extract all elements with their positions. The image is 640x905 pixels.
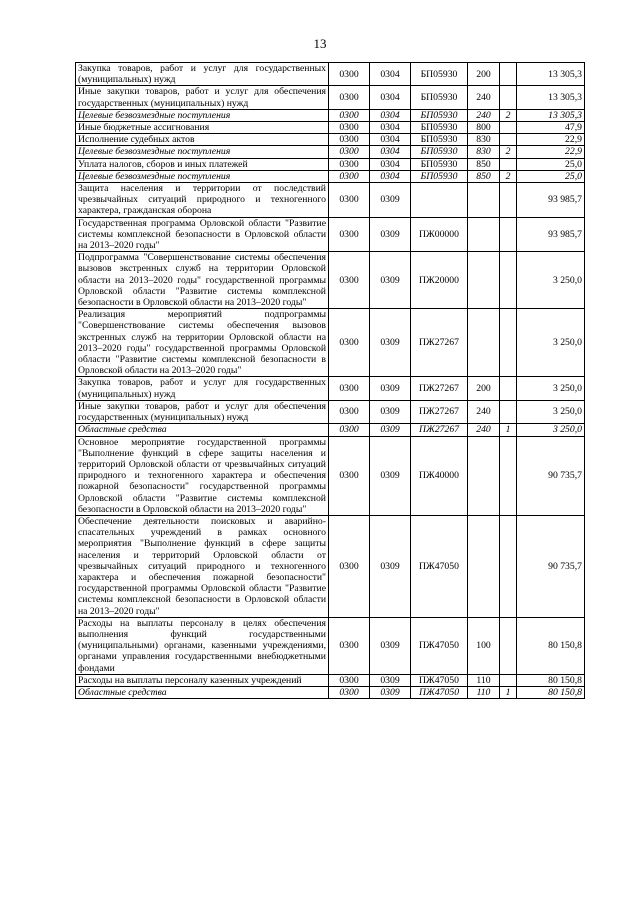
amount: 80 150,8 xyxy=(517,617,585,674)
amount: 90 735,7 xyxy=(517,436,585,515)
expense-type-code xyxy=(468,183,500,218)
table-row xyxy=(76,309,585,377)
expense-type-code: 800 xyxy=(468,122,500,134)
budget-table xyxy=(75,62,585,699)
target-item-code: ПЖ47050 xyxy=(411,617,468,674)
funding-source-code xyxy=(500,86,517,109)
section-code: 0300 xyxy=(329,309,370,377)
section-code: 0300 xyxy=(329,617,370,674)
row-description: Областные средства xyxy=(76,424,329,436)
target-item-code xyxy=(411,183,468,218)
table-row xyxy=(76,515,585,617)
section-code: 0300 xyxy=(329,170,370,182)
table-row xyxy=(76,252,585,309)
row-description: Уплата налогов, сборов и иных платежей xyxy=(76,158,329,170)
row-description: Расходы на выплаты персоналу в целях обеспечения выполнения функций государственными (муниципальными) органами, казенными учреждениями, органами управления государственными внебюджетными фондами xyxy=(76,617,329,674)
section-code: 0300 xyxy=(329,400,370,423)
expense-type-code: 200 xyxy=(468,63,500,86)
row-description: Целевые безвозмездные поступления xyxy=(76,109,329,121)
row-description: Реализация мероприятий подпрограммы "Совершенствование системы обеспечения вызовов экстренных служб на территории Орловской области на 2013–2020 годы" государственной программы Орловской области "Развитие системы комплексной безопасности в Орловской области на 2013–2020 годы" xyxy=(76,309,329,377)
amount: 3 250,0 xyxy=(517,424,585,436)
target-item-code: БП05930 xyxy=(411,63,468,86)
target-item-code: ПЖ00000 xyxy=(411,217,468,252)
target-item-code: БП05930 xyxy=(411,86,468,109)
subsection-code: 0309 xyxy=(370,436,411,515)
row-description: Обеспечение деятельности поисковых и аварийно-спасательных учреждений в рамках основного мероприятия "Выполнение функций в сфере защиты населения и территорий Орловской области от чрезвычайных ситуаций природного и техногенного характера и обеспечения пожарной безопасности" государственной программы Орловской области "Развитие системы комплексной безопасности в Орловской области на 2013–2020 годы" xyxy=(76,515,329,617)
target-item-code: БП05930 xyxy=(411,170,468,182)
section-code: 0300 xyxy=(329,377,370,400)
expense-type-code xyxy=(468,436,500,515)
target-item-code: БП05930 xyxy=(411,158,468,170)
table-row xyxy=(76,86,585,109)
table-row xyxy=(76,617,585,674)
section-code: 0300 xyxy=(329,686,370,698)
subsection-code: 0309 xyxy=(370,617,411,674)
funding-source-code xyxy=(500,515,517,617)
target-item-code: БП05930 xyxy=(411,134,468,146)
section-code: 0300 xyxy=(329,217,370,252)
amount: 3 250,0 xyxy=(517,309,585,377)
amount: 80 150,8 xyxy=(517,686,585,698)
expense-type-code xyxy=(468,515,500,617)
row-description: Закупка товаров, работ и услуг для государственных (муниципальных) нужд xyxy=(76,377,329,400)
target-item-code: ПЖ47050 xyxy=(411,686,468,698)
row-description: Защита населения и территории от последствий чрезвычайных ситуаций природного и техногенного характера, гражданская оборона xyxy=(76,183,329,218)
amount: 3 250,0 xyxy=(517,252,585,309)
table-row xyxy=(76,424,585,436)
amount: 25,0 xyxy=(517,158,585,170)
subsection-code: 0309 xyxy=(370,252,411,309)
subsection-code: 0309 xyxy=(370,309,411,377)
amount: 3 250,0 xyxy=(517,400,585,423)
subsection-code: 0309 xyxy=(370,686,411,698)
section-code: 0300 xyxy=(329,674,370,686)
section-code: 0300 xyxy=(329,436,370,515)
row-description: Иные бюджетные ассигнования xyxy=(76,122,329,134)
row-description: Целевые безвозмездные поступления xyxy=(76,170,329,182)
target-item-code: ПЖ27267 xyxy=(411,377,468,400)
expense-type-code: 850 xyxy=(468,170,500,182)
funding-source-code xyxy=(500,674,517,686)
section-code: 0300 xyxy=(329,86,370,109)
amount: 90 735,7 xyxy=(517,515,585,617)
funding-source-code: 2 xyxy=(500,170,517,182)
funding-source-code xyxy=(500,400,517,423)
amount: 22,9 xyxy=(517,134,585,146)
expense-type-code xyxy=(468,252,500,309)
table-row xyxy=(76,63,585,86)
section-code: 0300 xyxy=(329,146,370,158)
funding-source-code xyxy=(500,183,517,218)
table-row xyxy=(76,686,585,698)
table-row xyxy=(76,170,585,182)
subsection-code: 0304 xyxy=(370,158,411,170)
amount: 25,0 xyxy=(517,170,585,182)
expense-type-code: 830 xyxy=(468,134,500,146)
section-code: 0300 xyxy=(329,134,370,146)
subsection-code: 0304 xyxy=(370,86,411,109)
row-description: Расходы на выплаты персоналу казенных учреждений xyxy=(76,674,329,686)
amount: 93 985,7 xyxy=(517,217,585,252)
target-item-code: ПЖ27267 xyxy=(411,309,468,377)
subsection-code: 0309 xyxy=(370,217,411,252)
target-item-code: БП05930 xyxy=(411,146,468,158)
table-row xyxy=(76,158,585,170)
expense-type-code: 240 xyxy=(468,400,500,423)
section-code: 0300 xyxy=(329,109,370,121)
table-row xyxy=(76,183,585,218)
funding-source-code xyxy=(500,252,517,309)
section-code: 0300 xyxy=(329,515,370,617)
amount: 13 305,3 xyxy=(517,86,585,109)
table-row xyxy=(76,146,585,158)
row-description: Подпрограмма "Совершенствование системы обеспечения вызовов экстренных служб на территории Орловской области на 2013–2020 годы" государственной программы Орловской области "Развитие системы комплексной безопасности в Орловской области на 2013–2020 годы" xyxy=(76,252,329,309)
target-item-code: ПЖ27267 xyxy=(411,424,468,436)
funding-source-code: 1 xyxy=(500,686,517,698)
table-row xyxy=(76,400,585,423)
expense-type-code: 240 xyxy=(468,86,500,109)
funding-source-code: 2 xyxy=(500,146,517,158)
funding-source-code xyxy=(500,436,517,515)
amount: 13 305,3 xyxy=(517,63,585,86)
target-item-code: ПЖ20000 xyxy=(411,252,468,309)
expense-type-code: 240 xyxy=(468,109,500,121)
expense-type-code: 100 xyxy=(468,617,500,674)
subsection-code: 0309 xyxy=(370,377,411,400)
table-row xyxy=(76,217,585,252)
funding-source-code: 1 xyxy=(500,424,517,436)
expense-type-code: 240 xyxy=(468,424,500,436)
row-description: Иные закупки товаров, работ и услуг для обеспечения государственных (муниципальных) нужд xyxy=(76,86,329,109)
amount: 22,9 xyxy=(517,146,585,158)
funding-source-code xyxy=(500,63,517,86)
expense-type-code: 200 xyxy=(468,377,500,400)
funding-source-code: 2 xyxy=(500,109,517,121)
row-description: Целевые безвозмездные поступления xyxy=(76,146,329,158)
row-description: Основное мероприятие государственной программы "Выполнение функций в сфере защиты населения и территорий Орловской области от чрезвычайных ситуаций природного и техногенного характера и обеспечения пожарной безопасности" государственной программы Орловской области "Развитие системы комплексной безопасности в Орловской области на 2013–2020 годы" xyxy=(76,436,329,515)
table-row xyxy=(76,377,585,400)
subsection-code: 0304 xyxy=(370,122,411,134)
expense-type-code: 830 xyxy=(468,146,500,158)
amount: 3 250,0 xyxy=(517,377,585,400)
table-row xyxy=(76,109,585,121)
expense-type-code: 110 xyxy=(468,674,500,686)
section-code: 0300 xyxy=(329,424,370,436)
amount: 47,9 xyxy=(517,122,585,134)
table-row xyxy=(76,122,585,134)
table-row xyxy=(76,134,585,146)
subsection-code: 0304 xyxy=(370,63,411,86)
target-item-code: ПЖ40000 xyxy=(411,436,468,515)
row-description: Закупка товаров, работ и услуг для государственных (муниципальных) нужд xyxy=(76,63,329,86)
row-description: Исполнение судебных актов xyxy=(76,134,329,146)
expense-type-code: 110 xyxy=(468,686,500,698)
funding-source-code xyxy=(500,377,517,400)
funding-source-code xyxy=(500,217,517,252)
subsection-code: 0309 xyxy=(370,515,411,617)
subsection-code: 0309 xyxy=(370,400,411,423)
expense-type-code xyxy=(468,217,500,252)
subsection-code: 0304 xyxy=(370,109,411,121)
target-item-code: ПЖ47050 xyxy=(411,674,468,686)
table-row xyxy=(76,674,585,686)
subsection-code: 0309 xyxy=(370,183,411,218)
target-item-code: БП05930 xyxy=(411,109,468,121)
section-code: 0300 xyxy=(329,122,370,134)
row-description: Государственная программа Орловской области "Развитие системы комплексной безопасности в Орловской области на 2013–2020 годы" xyxy=(76,217,329,252)
funding-source-code xyxy=(500,122,517,134)
row-description: Областные средства xyxy=(76,686,329,698)
page-number: 13 xyxy=(313,36,327,51)
subsection-code: 0304 xyxy=(370,170,411,182)
section-code: 0300 xyxy=(329,183,370,218)
amount: 80 150,8 xyxy=(517,674,585,686)
table-row xyxy=(76,436,585,515)
subsection-code: 0309 xyxy=(370,674,411,686)
subsection-code: 0304 xyxy=(370,134,411,146)
subsection-code: 0304 xyxy=(370,146,411,158)
expense-type-code: 850 xyxy=(468,158,500,170)
row-description: Иные закупки товаров, работ и услуг для обеспечения государственных (муниципальных) нужд xyxy=(76,400,329,423)
funding-source-code xyxy=(500,158,517,170)
funding-source-code xyxy=(500,309,517,377)
section-code: 0300 xyxy=(329,252,370,309)
amount: 93 985,7 xyxy=(517,183,585,218)
section-code: 0300 xyxy=(329,158,370,170)
subsection-code: 0309 xyxy=(370,424,411,436)
amount: 13 305,3 xyxy=(517,109,585,121)
funding-source-code xyxy=(500,134,517,146)
target-item-code: БП05930 xyxy=(411,122,468,134)
target-item-code: ПЖ27267 xyxy=(411,400,468,423)
target-item-code: ПЖ47050 xyxy=(411,515,468,617)
funding-source-code xyxy=(500,617,517,674)
section-code: 0300 xyxy=(329,63,370,86)
expense-type-code xyxy=(468,309,500,377)
